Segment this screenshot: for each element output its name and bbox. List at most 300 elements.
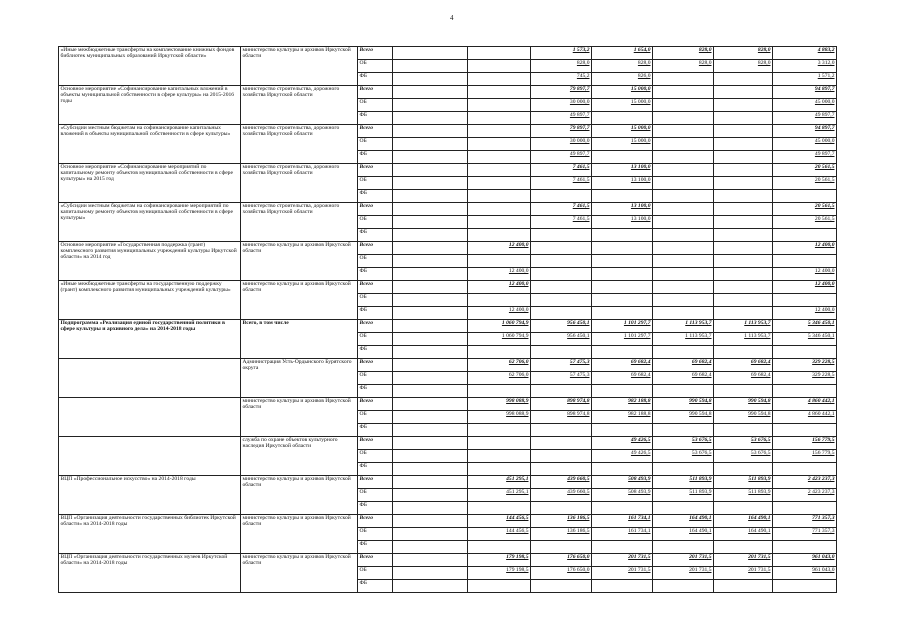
amount-cell: 12 400,0	[468, 281, 531, 294]
funding-level: ОБ	[358, 294, 393, 307]
amount-cell	[714, 177, 773, 190]
amount-cell	[714, 151, 773, 164]
amount-cell	[393, 580, 468, 593]
amount-cell: 1 113 953,7	[653, 333, 714, 346]
amount-cell	[773, 424, 837, 437]
amount-cell	[773, 541, 837, 554]
amount-cell	[468, 164, 531, 177]
amount-cell	[531, 346, 592, 359]
amount-cell	[531, 463, 592, 476]
amount-cell	[531, 229, 592, 242]
amount-cell	[714, 307, 773, 320]
table-row	[59, 242, 837, 255]
amount-cell	[468, 60, 531, 73]
amount-cell	[531, 437, 592, 450]
measure-name: Основное мероприятие «Государственная поддержка (грант) комплексного развития муниципальных учреждений культуры Иркутской области» на 2014 год	[59, 242, 241, 281]
measure-name: «Субсидии местным бюджетам на софинансирование мероприятий по капитальному ремонту объектов муниципальной собственности в сфере культуры»	[59, 203, 241, 242]
amount-cell: 13 100,0	[592, 216, 653, 229]
amount-cell: 62 706,0	[468, 359, 531, 372]
amount-cell	[393, 255, 468, 268]
amount-cell: 828,0	[592, 60, 653, 73]
amount-cell: 69 682,4	[653, 372, 714, 385]
amount-cell	[468, 112, 531, 125]
amount-cell	[531, 294, 592, 307]
amount-cell	[393, 411, 468, 424]
funding-level: ФБ	[358, 541, 393, 554]
amount-cell: 20 561,5	[773, 177, 837, 190]
amount-cell	[468, 229, 531, 242]
amount-cell: 982 188,8	[592, 411, 653, 424]
amount-cell: 7 461,5	[531, 216, 592, 229]
amount-cell: 53 676,5	[653, 450, 714, 463]
amount-cell	[393, 203, 468, 216]
amount-cell	[393, 138, 468, 151]
funding-level: Всего	[358, 359, 393, 372]
table-row	[59, 281, 837, 294]
amount-cell	[468, 125, 531, 138]
amount-cell	[531, 424, 592, 437]
funding-level: Всего	[358, 242, 393, 255]
amount-cell: 164 490,1	[653, 528, 714, 541]
amount-cell: 1 113 953,7	[653, 320, 714, 333]
amount-cell	[468, 463, 531, 476]
amount-cell: 201 731,5	[592, 554, 653, 567]
funding-level: ОБ	[358, 216, 393, 229]
measure-name: Основное мероприятие «Софинансирование капитальных вложений в объекты муниципальной собственности в сфере культуры» на 2015-2016 годы	[59, 86, 241, 125]
amount-cell: 20 561,5	[773, 164, 837, 177]
amount-cell	[653, 151, 714, 164]
amount-cell	[468, 151, 531, 164]
amount-cell: 12 400,0	[468, 268, 531, 281]
amount-cell	[714, 268, 773, 281]
amount-cell	[653, 229, 714, 242]
amount-cell: 982 188,8	[592, 398, 653, 411]
responsible-executor: министерство строительства, дорожного хозяйства Иркутской области	[241, 86, 358, 125]
amount-cell: 998 088,9	[468, 411, 531, 424]
amount-cell	[653, 86, 714, 99]
responsible-executor: министерство культуры и архивов Иркутской области	[241, 242, 358, 281]
amount-cell: 898 974,8	[531, 411, 592, 424]
measure-name: ВЦП «Организация деятельности государственных библиотек Иркутской области» на 2014-2018 годы	[59, 515, 241, 554]
amount-cell: 1 060 794,9	[468, 320, 531, 333]
amount-cell: 451 295,1	[468, 476, 531, 489]
table-row	[59, 203, 837, 216]
amount-cell	[592, 268, 653, 281]
amount-cell: 13 100,0	[592, 177, 653, 190]
amount-cell	[653, 502, 714, 515]
amount-cell	[468, 294, 531, 307]
amount-cell: 771 357,3	[773, 528, 837, 541]
amount-cell: 161 734,1	[592, 528, 653, 541]
table-row	[59, 554, 837, 567]
amount-cell	[393, 281, 468, 294]
funding-level: Всего	[358, 476, 393, 489]
amount-cell	[393, 151, 468, 164]
page-number: 4	[450, 14, 454, 22]
amount-cell	[653, 580, 714, 593]
amount-cell: 144 456,5	[468, 528, 531, 541]
amount-cell	[393, 60, 468, 73]
amount-cell	[393, 333, 468, 346]
funding-level: ОБ	[358, 177, 393, 190]
amount-cell: 49 897,7	[773, 151, 837, 164]
funding-level: ФБ	[358, 463, 393, 476]
responsible-executor: министерство культуры и архивов Иркутской области	[241, 47, 358, 86]
amount-cell: 45 000,0	[773, 99, 837, 112]
amount-cell: 49 897,7	[773, 112, 837, 125]
amount-cell	[714, 385, 773, 398]
measure-name	[59, 437, 241, 476]
amount-cell	[592, 151, 653, 164]
funding-level: ОБ	[358, 450, 393, 463]
measure-name: «Иные межбюджетные трансферты на комплектование книжных фондов библиотек муниципальных образований Иркутской области»	[59, 47, 241, 86]
amount-cell	[468, 177, 531, 190]
amount-cell	[468, 190, 531, 203]
amount-cell: 508 493,9	[592, 476, 653, 489]
responsible-executor: министерство строительства, дорожного хозяйства Иркутской области	[241, 125, 358, 164]
amount-cell	[592, 346, 653, 359]
amount-cell	[393, 47, 468, 60]
table-row	[59, 164, 837, 177]
table-row	[59, 437, 837, 450]
amount-cell	[714, 216, 773, 229]
amount-cell	[393, 372, 468, 385]
amount-cell	[714, 463, 773, 476]
amount-cell	[393, 450, 468, 463]
amount-cell: 828,0	[531, 60, 592, 73]
amount-cell	[714, 125, 773, 138]
amount-cell: 15 000,0	[592, 138, 653, 151]
amount-cell	[393, 528, 468, 541]
amount-cell: 20 561,5	[773, 203, 837, 216]
amount-cell	[592, 190, 653, 203]
amount-cell	[393, 320, 468, 333]
amount-cell	[393, 346, 468, 359]
amount-cell: 998 088,9	[468, 398, 531, 411]
amount-cell: 329 228,5	[773, 372, 837, 385]
amount-cell	[714, 580, 773, 593]
amount-cell: 164 490,1	[653, 515, 714, 528]
funding-level: ОБ	[358, 255, 393, 268]
amount-cell: 7 461,5	[531, 164, 592, 177]
amount-cell	[592, 242, 653, 255]
amount-cell	[393, 164, 468, 177]
amount-cell	[653, 216, 714, 229]
table-row	[59, 125, 837, 138]
funding-level: Всего	[358, 398, 393, 411]
amount-cell	[592, 281, 653, 294]
responsible-executor: министерство культуры и архивов Иркутской области	[241, 281, 358, 320]
funding-level: ОБ	[358, 138, 393, 151]
funding-level: Всего	[358, 86, 393, 99]
measure-name: «Иные межбюджетные трансферты на государственную поддержку (грант) комплексного развития муниципальных учреждений культуры»	[59, 281, 241, 320]
amount-cell	[468, 216, 531, 229]
amount-cell	[393, 73, 468, 86]
responsible-executor: министерство строительства, дорожного хозяйства Иркутской области	[241, 203, 358, 242]
amount-cell: 2 423 237,3	[773, 476, 837, 489]
amount-cell	[592, 229, 653, 242]
amount-cell	[531, 281, 592, 294]
amount-cell	[531, 307, 592, 320]
funding-level: ФБ	[358, 268, 393, 281]
amount-cell	[393, 515, 468, 528]
amount-cell	[714, 164, 773, 177]
amount-cell	[653, 255, 714, 268]
amount-cell	[393, 359, 468, 372]
amount-cell: 161 734,1	[592, 515, 653, 528]
amount-cell	[653, 190, 714, 203]
amount-cell	[468, 502, 531, 515]
table-row	[59, 476, 837, 489]
amount-cell	[653, 346, 714, 359]
amount-cell: 49 426,5	[592, 450, 653, 463]
amount-cell	[653, 112, 714, 125]
amount-cell	[714, 99, 773, 112]
responsible-executor: министерство культуры и архивов Иркутской области	[241, 476, 358, 515]
amount-cell	[393, 424, 468, 437]
amount-cell: 439 660,5	[531, 476, 592, 489]
measure-name: ВЦП «Профессиональное искусство» на 2014-2018 годы	[59, 476, 241, 515]
amount-cell: 156 779,5	[773, 450, 837, 463]
funding-level: ОБ	[358, 372, 393, 385]
amount-cell	[773, 255, 837, 268]
amount-cell	[714, 294, 773, 307]
amount-cell	[531, 190, 592, 203]
measure-name: «Субсидии местным бюджетам на софинансирование капитальных вложений в объекты муниципальной собственности в сфере культуры»	[59, 125, 241, 164]
amount-cell	[653, 268, 714, 281]
amount-cell	[393, 177, 468, 190]
amount-cell	[393, 242, 468, 255]
amount-cell: 1 113 953,7	[714, 333, 773, 346]
amount-cell: 990 594,8	[714, 411, 773, 424]
amount-cell	[773, 346, 837, 359]
amount-cell: 828,0	[714, 47, 773, 60]
amount-cell	[531, 242, 592, 255]
amount-cell: 7 461,5	[531, 203, 592, 216]
amount-cell	[653, 177, 714, 190]
amount-cell	[592, 385, 653, 398]
amount-cell: 451 295,1	[468, 489, 531, 502]
measure-name	[59, 359, 241, 398]
amount-cell	[714, 229, 773, 242]
amount-cell: 49 426,5	[592, 437, 653, 450]
amount-cell	[393, 125, 468, 138]
funding-level: Всего	[358, 164, 393, 177]
amount-cell: 745,2	[531, 73, 592, 86]
amount-cell: 69 682,4	[714, 372, 773, 385]
funding-level: ОБ	[358, 411, 393, 424]
amount-cell: 826,0	[592, 73, 653, 86]
funding-level: ФБ	[358, 346, 393, 359]
funding-level: ОБ	[358, 60, 393, 73]
amount-cell: 69 682,4	[653, 359, 714, 372]
amount-cell: 179 198,5	[468, 567, 531, 580]
amount-cell: 4 883,2	[773, 47, 837, 60]
amount-cell	[714, 86, 773, 99]
amount-cell	[653, 385, 714, 398]
amount-cell: 53 676,5	[714, 437, 773, 450]
amount-cell: 201 731,5	[714, 567, 773, 580]
amount-cell: 12 400,0	[773, 242, 837, 255]
amount-cell: 156 779,5	[773, 437, 837, 450]
amount-cell	[393, 541, 468, 554]
amount-cell: 508 493,9	[592, 489, 653, 502]
amount-cell: 1 101 297,7	[592, 320, 653, 333]
amount-cell: 2 423 237,3	[773, 489, 837, 502]
amount-cell: 961 043,0	[773, 554, 837, 567]
amount-cell	[714, 242, 773, 255]
funding-level: ФБ	[358, 112, 393, 125]
amount-cell: 1 060 794,9	[468, 333, 531, 346]
amount-cell: 3 312,0	[773, 60, 837, 73]
amount-cell: 12 400,0	[773, 281, 837, 294]
funding-level: Всего	[358, 515, 393, 528]
amount-cell	[531, 450, 592, 463]
amount-cell: 176 650,0	[531, 567, 592, 580]
amount-cell	[714, 73, 773, 86]
amount-cell	[393, 567, 468, 580]
budget-table	[58, 46, 837, 593]
amount-cell	[714, 255, 773, 268]
table-row	[59, 47, 837, 60]
amount-cell: 69 682,4	[714, 359, 773, 372]
amount-cell: 30 000,0	[531, 138, 592, 151]
amount-cell	[468, 47, 531, 60]
amount-cell	[653, 424, 714, 437]
amount-cell: 144 456,5	[468, 515, 531, 528]
amount-cell	[468, 580, 531, 593]
table-row	[59, 359, 837, 372]
amount-cell: 20 561,5	[773, 216, 837, 229]
amount-cell: 4 860 442,1	[773, 398, 837, 411]
amount-cell: 828,0	[653, 60, 714, 73]
funding-level: ОБ	[358, 99, 393, 112]
measure-name: Подпрограмма «Реализация единой государственной политики в сфере культуры и архивного дела» на 2014-2018 годы	[59, 320, 241, 359]
funding-level: Всего	[358, 47, 393, 60]
funding-level: ФБ	[358, 580, 393, 593]
amount-cell: 13 100,0	[592, 203, 653, 216]
table-row	[59, 398, 837, 411]
amount-cell: 201 731,5	[592, 567, 653, 580]
amount-cell: 53 676,5	[653, 437, 714, 450]
amount-cell: 12 400,0	[773, 268, 837, 281]
amount-cell	[468, 385, 531, 398]
funding-level: Всего	[358, 125, 393, 138]
amount-cell	[393, 307, 468, 320]
amount-cell: 990 594,8	[714, 398, 773, 411]
amount-cell: 53 676,5	[714, 450, 773, 463]
funding-level: ФБ	[358, 307, 393, 320]
table-row	[59, 86, 837, 99]
amount-cell	[773, 580, 837, 593]
amount-cell	[773, 385, 837, 398]
measure-name: Основное мероприятие «Софинансирование мероприятий по капитальному ремонту объектов муниципальной собственности в сфере культуры» на 2015 год	[59, 164, 241, 203]
table-row	[59, 320, 837, 333]
amount-cell	[592, 255, 653, 268]
amount-cell	[653, 463, 714, 476]
amount-cell: 1 101 297,7	[592, 333, 653, 346]
amount-cell: 136 186,5	[531, 528, 592, 541]
amount-cell	[468, 255, 531, 268]
amount-cell	[714, 281, 773, 294]
amount-cell: 136 186,5	[531, 515, 592, 528]
amount-cell	[468, 203, 531, 216]
amount-cell: 511 893,9	[653, 476, 714, 489]
amount-cell: 164 490,1	[714, 528, 773, 541]
amount-cell	[714, 541, 773, 554]
table-row	[59, 515, 837, 528]
amount-cell	[592, 502, 653, 515]
funding-level: ОБ	[358, 567, 393, 580]
amount-cell: 329 228,5	[773, 359, 837, 372]
responsible-executor: Всего, в том числе	[241, 320, 358, 359]
amount-cell	[592, 580, 653, 593]
amount-cell	[773, 190, 837, 203]
amount-cell	[653, 125, 714, 138]
amount-cell: 511 893,9	[714, 489, 773, 502]
amount-cell: 69 682,4	[592, 359, 653, 372]
amount-cell: 57 475,3	[531, 372, 592, 385]
amount-cell: 15 000,0	[592, 125, 653, 138]
amount-cell	[653, 541, 714, 554]
amount-cell	[468, 346, 531, 359]
funding-level: ФБ	[358, 502, 393, 515]
amount-cell: 828,0	[653, 47, 714, 60]
amount-cell: 898 974,8	[531, 398, 592, 411]
amount-cell	[653, 164, 714, 177]
amount-cell	[393, 112, 468, 125]
amount-cell	[531, 541, 592, 554]
amount-cell	[592, 541, 653, 554]
amount-cell	[393, 476, 468, 489]
amount-cell	[592, 307, 653, 320]
amount-cell	[773, 229, 837, 242]
amount-cell	[468, 541, 531, 554]
responsible-executor: министерство строительства, дорожного хозяйства Иркутской области	[241, 164, 358, 203]
amount-cell: 79 897,7	[531, 86, 592, 99]
amount-cell	[773, 463, 837, 476]
amount-cell: 439 660,5	[531, 489, 592, 502]
amount-cell	[468, 99, 531, 112]
amount-cell: 1 573,2	[531, 47, 592, 60]
funding-level: Всего	[358, 281, 393, 294]
amount-cell: 79 897,7	[531, 125, 592, 138]
amount-cell: 176 650,0	[531, 554, 592, 567]
responsible-executor: служба по охране объектов культурного наследия Иркутской области	[241, 437, 358, 476]
amount-cell: 1 571,2	[773, 73, 837, 86]
amount-cell	[653, 203, 714, 216]
amount-cell: 990 594,8	[653, 398, 714, 411]
amount-cell	[773, 502, 837, 515]
amount-cell	[468, 73, 531, 86]
amount-cell	[393, 190, 468, 203]
amount-cell	[714, 138, 773, 151]
amount-cell	[653, 99, 714, 112]
measure-name	[59, 398, 241, 437]
amount-cell	[468, 138, 531, 151]
responsible-executor: министерство культуры и архивов Иркутской области	[241, 515, 358, 554]
amount-cell	[393, 398, 468, 411]
amount-cell: 511 893,9	[653, 489, 714, 502]
amount-cell	[468, 86, 531, 99]
amount-cell	[468, 424, 531, 437]
amount-cell: 5 346 450,1	[773, 333, 837, 346]
amount-cell: 201 731,5	[653, 554, 714, 567]
responsible-executor: Администрация Усть-Ордынского Бурятского округа	[241, 359, 358, 398]
amount-cell: 13 100,0	[592, 164, 653, 177]
amount-cell: 164 490,1	[714, 515, 773, 528]
amount-cell	[592, 463, 653, 476]
